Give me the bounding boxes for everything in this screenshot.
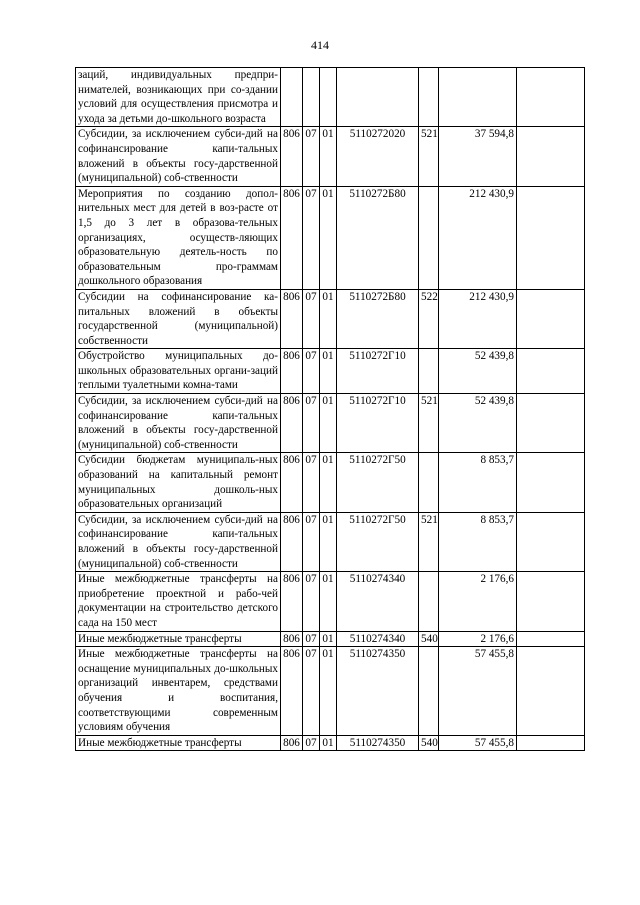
table-row [76, 735, 585, 751]
row-rz-cell: 07 [303, 289, 320, 348]
row-cs-cell: 5110272Г50 [337, 512, 419, 571]
table-row [76, 394, 585, 453]
row-cs-cell: 5110272Г50 [337, 453, 419, 512]
row-sum1-cell: 52 439,8 [439, 349, 517, 394]
row-sum1-cell: 8 853,7 [439, 453, 517, 512]
row-vr-cell [419, 647, 439, 736]
row-rz-cell: 07 [303, 394, 320, 453]
row-cs-cell: 5110274350 [337, 735, 419, 751]
row-name-cell: Обустройство муниципальных до-школьных образовательных органи-заций теплыми туалетными комна-тами [76, 349, 281, 394]
row-rz-cell: 07 [303, 453, 320, 512]
row-sum2-cell [517, 512, 585, 571]
row-sum2-cell [517, 735, 585, 751]
table-row [76, 349, 585, 394]
row-name-cell: Иные межбюджетные трансферты [76, 631, 281, 647]
row-sum2-cell [517, 289, 585, 348]
row-cs-cell [337, 68, 419, 127]
table-row [76, 186, 585, 289]
row-sum2-cell [517, 572, 585, 631]
row-rz-cell: 07 [303, 572, 320, 631]
row-gr-cell: 806 [281, 647, 303, 736]
row-gr-cell: 806 [281, 572, 303, 631]
row-gr-cell [281, 68, 303, 127]
table-row [76, 572, 585, 631]
row-cs-cell: 5110274340 [337, 572, 419, 631]
row-sum2-cell [517, 631, 585, 647]
row-name-cell: Субсидии, за исключением субси-дий на софинансирование капи-тальных вложений в объекты госу-дарственной (муниципальной) соб-ственности [76, 127, 281, 186]
row-sum1-cell: 57 455,8 [439, 647, 517, 736]
table-row [76, 289, 585, 348]
table-row [76, 68, 585, 127]
row-sum1-cell: 37 594,8 [439, 127, 517, 186]
row-pr-cell: 01 [320, 453, 337, 512]
row-cs-cell: 5110272Б80 [337, 186, 419, 289]
row-pr-cell: 01 [320, 572, 337, 631]
row-sum1-cell: 212 430,9 [439, 186, 517, 289]
row-pr-cell: 01 [320, 186, 337, 289]
table-row [76, 647, 585, 736]
row-name-cell: заций, индивидуальных предпри-нимателей, возникающих при со-здании условий для осуществления присмотра и ухода за детьми до-школьного возраста [76, 68, 281, 127]
row-sum2-cell [517, 394, 585, 453]
row-sum2-cell [517, 68, 585, 127]
row-sum2-cell [517, 453, 585, 512]
row-gr-cell: 806 [281, 735, 303, 751]
row-gr-cell: 806 [281, 631, 303, 647]
row-sum1-cell: 212 430,9 [439, 289, 517, 348]
row-name-cell: Иные межбюджетные трансферты на приобретение проектной и рабо-чей документации на строительство детского сада на 150 мест [76, 572, 281, 631]
row-sum1-cell [439, 68, 517, 127]
table-row [76, 453, 585, 512]
row-pr-cell: 01 [320, 631, 337, 647]
row-vr-cell [419, 68, 439, 127]
row-gr-cell: 806 [281, 394, 303, 453]
row-gr-cell: 806 [281, 127, 303, 186]
row-cs-cell: 5110274340 [337, 631, 419, 647]
row-vr-cell: 540 [419, 735, 439, 751]
row-pr-cell: 01 [320, 289, 337, 348]
row-gr-cell: 806 [281, 453, 303, 512]
row-gr-cell: 806 [281, 186, 303, 289]
row-gr-cell: 806 [281, 349, 303, 394]
budget-table [75, 67, 585, 751]
table-row [76, 512, 585, 571]
row-rz-cell: 07 [303, 349, 320, 394]
row-vr-cell [419, 186, 439, 289]
row-sum1-cell: 2 176,6 [439, 572, 517, 631]
row-rz-cell: 07 [303, 631, 320, 647]
row-rz-cell: 07 [303, 186, 320, 289]
table-row [76, 631, 585, 647]
row-pr-cell: 01 [320, 349, 337, 394]
row-name-cell: Субсидии, за исключением субси-дий на софинансирование капи-тальных вложений в объекты госу-дарственной (муниципальной) соб-ственности [76, 512, 281, 571]
table-row [76, 127, 585, 186]
row-vr-cell [419, 572, 439, 631]
row-vr-cell [419, 349, 439, 394]
row-name-cell: Иные межбюджетные трансферты на оснащение муниципальных до-школьных организаций инвентарем, средствами обучения и воспитания, соответствующими современным условиям обучения [76, 647, 281, 736]
row-sum1-cell: 57 455,8 [439, 735, 517, 751]
row-name-cell: Субсидии на софинансирование ка-питальных вложений в объекты государственной (муниципальной) собственности [76, 289, 281, 348]
row-name-cell: Субсидии, за исключением субси-дий на софинансирование капи-тальных вложений в объекты госу-дарственной (муниципальной) соб-ственности [76, 394, 281, 453]
row-pr-cell: 01 [320, 647, 337, 736]
row-vr-cell: 540 [419, 631, 439, 647]
row-gr-cell: 806 [281, 512, 303, 571]
row-rz-cell: 07 [303, 647, 320, 736]
table-body [76, 68, 585, 751]
row-pr-cell [320, 68, 337, 127]
row-vr-cell: 521 [419, 127, 439, 186]
row-name-cell: Иные межбюджетные трансферты [76, 735, 281, 751]
row-rz-cell: 07 [303, 127, 320, 186]
row-pr-cell: 01 [320, 512, 337, 571]
row-gr-cell: 806 [281, 289, 303, 348]
page-number: 414 [311, 38, 329, 52]
row-rz-cell: 07 [303, 512, 320, 571]
row-cs-cell: 5110274350 [337, 647, 419, 736]
row-sum2-cell [517, 127, 585, 186]
row-rz-cell: 07 [303, 735, 320, 751]
row-rz-cell [303, 68, 320, 127]
row-sum2-cell [517, 647, 585, 736]
row-sum2-cell [517, 186, 585, 289]
row-sum1-cell: 2 176,6 [439, 631, 517, 647]
row-name-cell: Субсидии бюджетам муниципаль-ных образований на капитальный ремонт муниципальных дошколь-ных образовательных организаций [76, 453, 281, 512]
row-cs-cell: 5110272Г10 [337, 349, 419, 394]
row-sum2-cell [517, 349, 585, 394]
row-pr-cell: 01 [320, 394, 337, 453]
row-sum1-cell: 52 439,8 [439, 394, 517, 453]
row-vr-cell: 522 [419, 289, 439, 348]
row-pr-cell: 01 [320, 735, 337, 751]
row-vr-cell: 521 [419, 394, 439, 453]
row-cs-cell: 5110272Г10 [337, 394, 419, 453]
row-pr-cell: 01 [320, 127, 337, 186]
row-name-cell: Мероприятия по созданию допол-нительных мест для детей в воз-расте от 1,5 до 3 лет в образова-тельных организациях, осуществ-ляющих образовательную деятель-ность по образовательным про-граммам дошкольного образования [76, 186, 281, 289]
row-vr-cell: 521 [419, 512, 439, 571]
row-cs-cell: 5110272Б80 [337, 289, 419, 348]
row-cs-cell: 5110272020 [337, 127, 419, 186]
row-vr-cell [419, 453, 439, 512]
row-sum1-cell: 8 853,7 [439, 512, 517, 571]
